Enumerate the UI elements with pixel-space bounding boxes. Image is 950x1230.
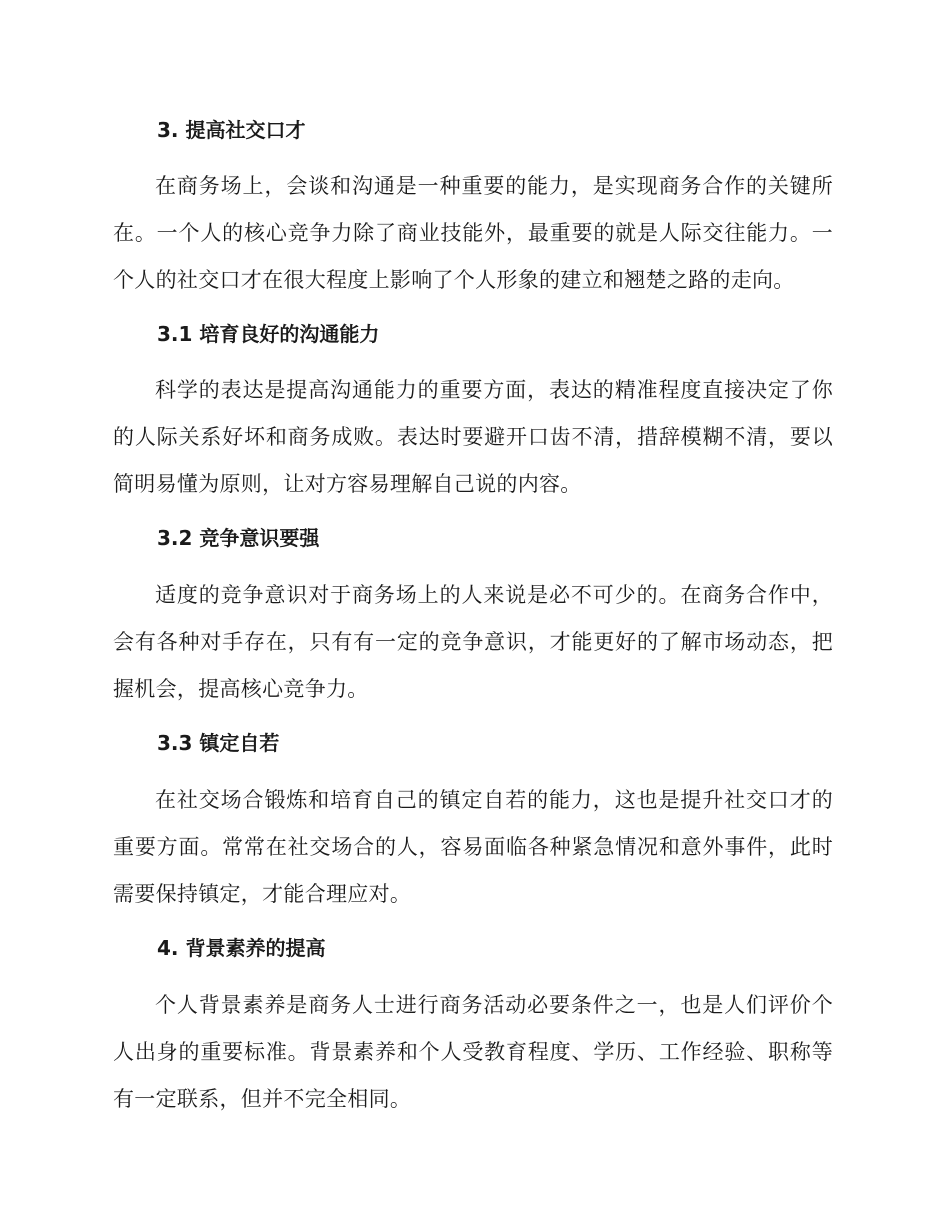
section-paragraph-3-3: 在社交场合锻炼和培育自己的镇定自若的能力，这也是提升社交口才的重要方面。常常在社交场合的人，容易面临各种紧急情况和意外事件，此时需要保持镇定，才能合理应对。 (113, 788, 833, 906)
section-heading-3: 3. 提高社交口才 (157, 118, 306, 142)
section-heading-3-1: 3.1 培育良好的沟通能力 (157, 322, 380, 346)
section-paragraph-3-2: 适度的竞争意识对于商务场上的人来说是必不可少的。在商务合作中，会有各种对手存在，只有有一定的竞争意识，才能更好的了解市场动态，把握机会，提高核心竞争力。 (113, 583, 833, 701)
section-heading-3-2: 3.2 竞争意识要强 (157, 526, 320, 550)
section-heading-3-3: 3.3 镇定自若 (157, 731, 280, 755)
section-paragraph-4: 个人背景素养是商务人士进行商务活动必要条件之一，也是人们评价个人出身的重要标准。背景素养和个人受教育程度、学历、工作经验、职称等有一定联系，但并不完全相同。 (113, 993, 833, 1111)
section-paragraph-3-1: 科学的表达是提高沟通能力的重要方面，表达的精准程度直接决定了你的人际关系好坏和商务成败。表达时要避开口齿不清，措辞模糊不清，要以简明易懂为原则，让对方容易理解自己说的内容。 (113, 378, 833, 496)
section-heading-4: 4. 背景素养的提高 (157, 936, 326, 960)
section-paragraph-3: 在商务场上，会谈和沟通是一种重要的能力，是实现商务合作的关键所在。一个人的核心竞争力除了商业技能外，最重要的就是人际交往能力。一个人的社交口才在很大程度上影响了个人形象的建立和翘楚之路的走向。 (113, 174, 833, 292)
